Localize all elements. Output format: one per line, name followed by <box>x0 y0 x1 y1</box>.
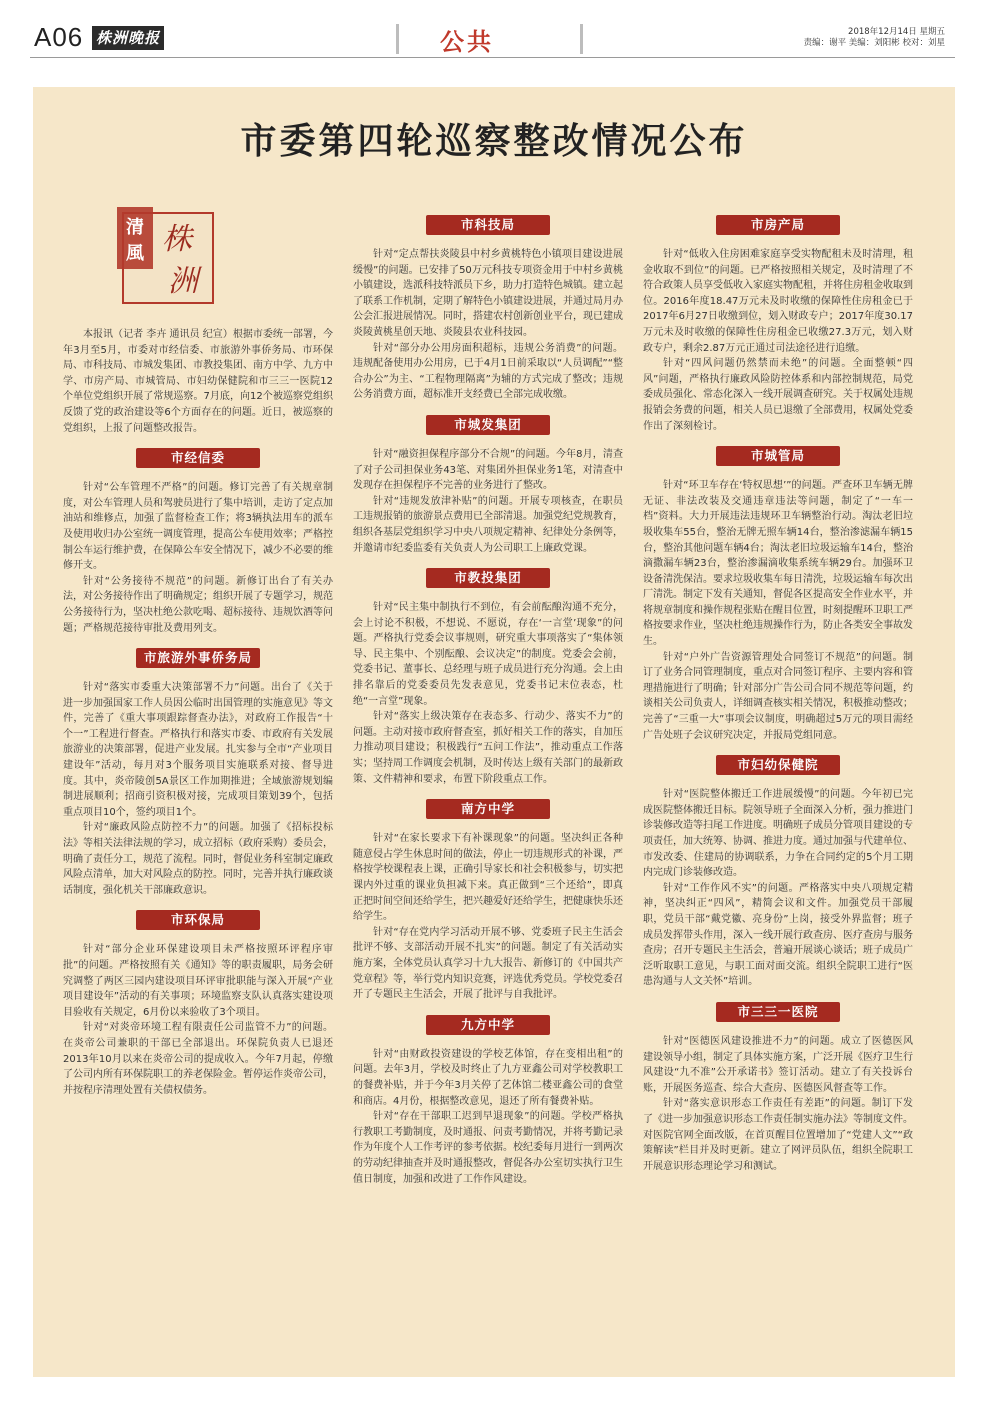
section-heading: 九方中学 <box>426 1015 550 1035</box>
seal-char-4: 洲 <box>168 264 198 299</box>
page-header <box>0 0 985 62</box>
article-paragraph: 针对“由财政投资建设的学校艺体馆，存在变相出租”的问题。去年3月，学校及时终止了九方亚鑫公司对学校教职工的餐费补贴，并于今年3月关停了艺体馆二楼亚鑫公司的食堂和商店。4月份，根据整改意见，退还了所有餐费补贴。 <box>353 1048 623 1107</box>
seal-char-1: 清 <box>126 217 144 238</box>
newspaper-logo: 株洲晚报 <box>92 26 164 50</box>
section-heading: 市城管局 <box>716 446 840 466</box>
header-rule <box>30 57 955 58</box>
seal-char-3: 株 <box>162 222 192 257</box>
qingfeng-zhuzhou-seal-icon <box>111 205 221 309</box>
article-paragraph: 针对“部分办公用房面积超标，违规公务消费”的问题。违规配备使用办公用房，已于4月1日前采取以“人员调配”“整合办公”为主、“工程物理隔离”为辅的方式完成了整改；违规公务消费方面，超标准开支经费已全部完成收缴。 <box>353 342 623 401</box>
date-editors <box>804 27 945 49</box>
article-paragraph: 针对“民主集中制执行不到位，有会前酝酿沟通不充分，会上讨论不积极，不想说、不愿说，存在‘一言堂’现象”的问题。严格执行党委会议事规则，研究重大事项落实了“集体领导、民主集中、个别酝酿、会议决定”的制度。党委会会前，党委书记、董事长、总经理与班子成员进行充分沟通。会上由排名靠后的党委委员先发表意见，党委书记末位表态，杜绝“一言堂”现象。 <box>353 602 623 707</box>
seal-char-2: 風 <box>126 243 144 264</box>
article-paragraph: 针对“公车管理不严格”的问题。修订完善了有关规章制度，对公车管理人员和驾驶员进行了集中培训，走访了定点加油站和维修点，加强了监督检查工作；将3辆执法用车的派车及使用收归办公室统一调度管理，提高公车使用效率；严格控制公车运行维护费，在保障公车安全情况下，减少不必要的维修开支。 <box>63 482 333 572</box>
date-line: 2018年12月14日 星期五 <box>848 27 945 37</box>
article-paragraph: 针对“工作作风不实”的问题。严格落实中央八项规定精神，坚决纠正“四风”，精简会议和文件。加强党员干部履职，党员干部“戴党徽、亮身份”上岗，接受外界监督；班子成员发挥带头作用，深入一线开展行政查房、医疗查房与服务查房；召开专题民主生活会，普遍开展谈心谈话；班子成员广泛听取职工意见，与职工面对面交流。组织全院职工进行“医患沟通与人文关怀”培训。 <box>643 882 913 988</box>
section-heading: 市旅游外事侨务局 <box>136 648 260 668</box>
section-heading: 市城发集团 <box>426 415 550 435</box>
editors-line: 责编：谢平 美编：刘阳彬 校对：刘星 <box>803 38 945 48</box>
headline: 市委第四轮巡察整改情况公布 <box>240 121 748 162</box>
page-number: A06 <box>34 22 84 52</box>
article-paragraph: 针对“四风问题仍然禁而未绝”的问题。全面整顿“四风”问题，严格执行廉政风险防控体系和内部控制规范，局党委成员强化、常态化深入一线开展调查研究。关于权属处违规报销会务费的问题，相关人员已退缴了全部费用，权属处党委作出了深刻检讨。 <box>643 358 913 432</box>
column-2 <box>353 215 623 1187</box>
section-heading: 市环保局 <box>136 910 260 930</box>
header-divider-left <box>396 24 399 54</box>
article-paragraph: 针对“在家长要求下有补课现象”的问题。坚决纠正各种随意侵占学生休息时间的做法，停止一切违规形式的补课，严格按学校课程表上课，正确引导家长和社会积极参与，切实把课内外过重的课业负担减下来。真正做到“三个还给”，即真正把时间空间还给学生，把兴趣爱好还给学生，把健康快乐还给学生。 <box>353 833 623 923</box>
section-heading: 市妇幼保健院 <box>716 755 840 775</box>
section-heading: 南方中学 <box>426 799 550 819</box>
article-paragraph: 本报讯（记者 李卉 通讯员 纪宣）根据市委统一部署，今年3月至5月，市委对市经信委、市旅游外事侨务局、市环保局、市科技局、市城发集团、市教投集团、南方中学、九方中学、市房产局、市城管局、市妇幼保健院和市三三一医院12个单位党组织开展了常规巡察。7月底，向12个被巡察党组织反馈了党的政治建设等6个方面存在的问题。近日，被巡察的党组织，上报了问题整改报告。 <box>63 329 333 434</box>
article-paragraph: 针对“部分企业环保建设项目未严格按照环评程序审批”的问题。严格按照有关《通知》等的职责履职，局务会研究调整了两区三园内建设项目环评审批职能与深入开展“产业项目建设年”活动的有关事项；环境监察支队认真落实建设项目验收有关规定，6月份以来验收了3个项目。 <box>63 944 333 1018</box>
section-heading: 市科技局 <box>426 215 550 235</box>
article-paragraph: 针对“融资担保程序部分不合规”的问题。今年8月，清查了对子公司担保业务43笔、对集团外担保业务1笔，对清查中发现存在担保程序不完善的业务进行了整改。 <box>353 448 623 492</box>
column-3 <box>643 215 913 1174</box>
article-paragraph: 针对“医院整体搬迁工作进展缓慢”的问题。今年初已完成医院整体搬迁目标。院领导班子全面深入分析，强力推进门诊装修改造等扫尾工作进度。明确班子成员分管项目建设的专项责任，加大统筹、协调、推进力度。通过加强与代建单位、市发改委、住建局的协调联系，力争在合同约定的5个月工期内完成门诊装修改造。 <box>643 789 913 879</box>
section-heading: 市经信委 <box>136 448 260 468</box>
column-1 <box>63 327 333 1098</box>
article-paragraph: 针对“对炎帝环境工程有限责任公司监管不力”的问题。在炎帝公司兼职的干部已全部退出。环保院负责人已退还2013年10月以来在炎帝公司的提成收入。今年7月起，停缴了公司内所有环保院职工的养老保险金。暂停运作炎帝公司，并按程序清理处置有关债权债务。 <box>63 1022 333 1096</box>
article-paragraph: 针对“户外广告资源管理处合同签订不规范”的问题。制订了业务合同管理制度，重点对合同签订程序、主要内容和管理措施进行了明确；针对部分广告公司合同不规范等问题，约谈相关公司负责人，详细调查核实相关情况，积极推动整改；完善了“三重一大”事项会议制度，明确超过5万元的项目需经广告处班子会议研究决定，并报局党组同意。 <box>643 651 913 741</box>
article-paragraph: 针对“落实市委重大决策部署不力”问题。出台了《关于进一步加强国家工作人员因公临时出国管理的实施意见》等文件，完善了《重大事项跟踪督查办法》，对政府工作报告“十个一”工程进行督查。严格执行和落实市委、市政府有关发展旅游业的决策部署，促进产业发展。扎实参与全市“产业项目建设年”活动，每月对3个服务项目实施联系对接、督导进度。其中，炎帝陵创5A景区工作加期推进；全域旅游规划编制进展顺利；招商引资积极对接，完成项目策划39个，包括重点项目10个，签约项目1个。 <box>63 682 333 818</box>
article-paragraph: 针对“医德医风建设推进不力”的问题。成立了医德医风建设领导小组，制定了具体实施方案，广泛开展《医疗卫生行风建设“九不准”公开承诺书》签订活动。建立了有关投诉台账，开展医务巡查、综合大查房、医德医风督查等工作。 <box>643 1035 913 1094</box>
section-heading: 市教投集团 <box>426 568 550 588</box>
article-paragraph: 针对“落实上级决策存在表态多、行动少、落实不力”的问题。主动对接市政府督查室，抓好相关工作的落实，自加压力推动项目建设；积极践行“五问工作法”，推动重点工作落实；坚持周工作调度会机制，及时传达上级有关部门的最新政策、文件精神和要求，布置下阶段重点工作。 <box>353 711 623 785</box>
article-paragraph: 针对“环卫车存在‘特权思想’”的问题。严查环卫车辆无牌无证、非法改装及交通违章违法等问题，制定了“一车一档”资料。大力开展违法违规环卫车辆整治行动。淘汰老旧垃圾收集车55台，整治无牌无照车辆14台，整治渗滤漏车辆15台，整治其他问题车辆4台；淘汰老旧垃圾运输车14台，整治滴撒漏车辆23台，整治渗漏滴收集系统车辆29台。加强环卫设备清洗保洁。要求垃圾收集车每日清洗，垃圾运输车每次出厂清洗。制定下发有关通知，督促各区提高安全作业水平，并将规章制度和操作规程张贴在醒目位置，时刻提醒环卫职工严格按要求作业，坚决杜绝违规操作行为，防止各类安全事故发生。 <box>643 480 913 648</box>
section-title: 公共 <box>440 27 494 56</box>
article-paragraph: 针对“定点帮扶炎陵县中村乡黄桃特色小镇项目建设进展缓慢”的问题。已安排了50万元科技专项资金用于中村乡黄桃小镇建设，选派科技特派员下乡，助力打造特色城镇。建立起了联系工作机制，定期了解特色小镇建设进展，并通过局月办公会汇报进展情况。同时，搭建农村创新创业平台，现已建成炎陵黄桃星创天地、炎陵县农业科技园。 <box>353 249 623 338</box>
section-heading: 市三三一医院 <box>716 1002 840 1022</box>
article-panel <box>33 87 955 1377</box>
header-divider-right <box>580 24 583 54</box>
article-paragraph: 针对“违规发放津补贴”的问题。开展专项核查，在职员工违规报销的旅游景点费用已全部清退。加强党纪党规教育，组织各基层党组织学习中央八项规定精神、纪律处分条例等，并邀请市纪委监委有关负责人为公司职工上廉政党课。 <box>353 495 623 554</box>
article-paragraph: 针对“存在干部职工迟到早退现象”的问题。学校严格执行教职工考勤制度，及时通报、问责考勤情况，并将考勤记录作为年度个人工作考评的参考依据。校纪委每月进行一到两次的劳动纪律抽查并及时通报整改，督促各办公室切实执行卫生值日制度，加强和改进了工作作风建设。 <box>353 1111 623 1185</box>
article-paragraph: 针对“低收入住房困难家庭享受实物配租未及时清理，租金收取不到位”的问题。已严格按照相关规定，及时清理了不符合政策人员享受低收入家庭实物配租，并将住房租金收取到位。2016年度18.47万元未及时收缴的保障性住房租金已于2017年6月27日收缴到位，划入财政专户；2017年度30.17万元未及时收缴的保障性住房租金已收缴27.3万元，划入财政专户，剩余2.87万元正通过司法途径进行追缴。 <box>643 249 913 354</box>
article-paragraph: 针对“存在党内学习活动开展不够、党委班子民主生活会批评不够、支部活动开展不扎实”的问题。制定了有关活动实施方案，全体党员认真学习十九大报告、新修订的《中国共产党章程》等，举行党内知识竞赛，评选优秀党员。学校党委召开了专题民主生活会，开展了批评与自我批评。 <box>353 926 623 1001</box>
article-paragraph: 针对“廉政风险点防控不力”的问题。加强了《招标投标法》等相关法律法规的学习，成立招标（政府采购）委员会，明确了责任分工，规范了流程。同时，督促业务科室制定廉政风险点清单，加大对风险点的防控。同时，完善并执行廉政谈话制度，强化机关干部廉政意识。 <box>63 822 333 896</box>
section-heading: 市房产局 <box>716 215 840 235</box>
article-paragraph: 针对“落实意识形态工作责任有差距”的问题。制订下发了《进一步加强意识形态工作责任制实施办法》等制度文件。对医院官网全面改版，在首页醒目位置增加了“党建人文”“政策解读”栏目并及时更新。建立了网评员队伍，组织全院职工开展意识形态理论学习和测试。 <box>643 1098 913 1172</box>
article-paragraph: 针对“公务接待不规范”的问题。新修订出台了有关办法，对公务接待作出了明确规定；组织开展了专题学习，规范公务接待行为，坚决杜绝公款吃喝、超标接待、违规饮酒等问题；严格规范接待审批及费用列支。 <box>63 575 333 634</box>
